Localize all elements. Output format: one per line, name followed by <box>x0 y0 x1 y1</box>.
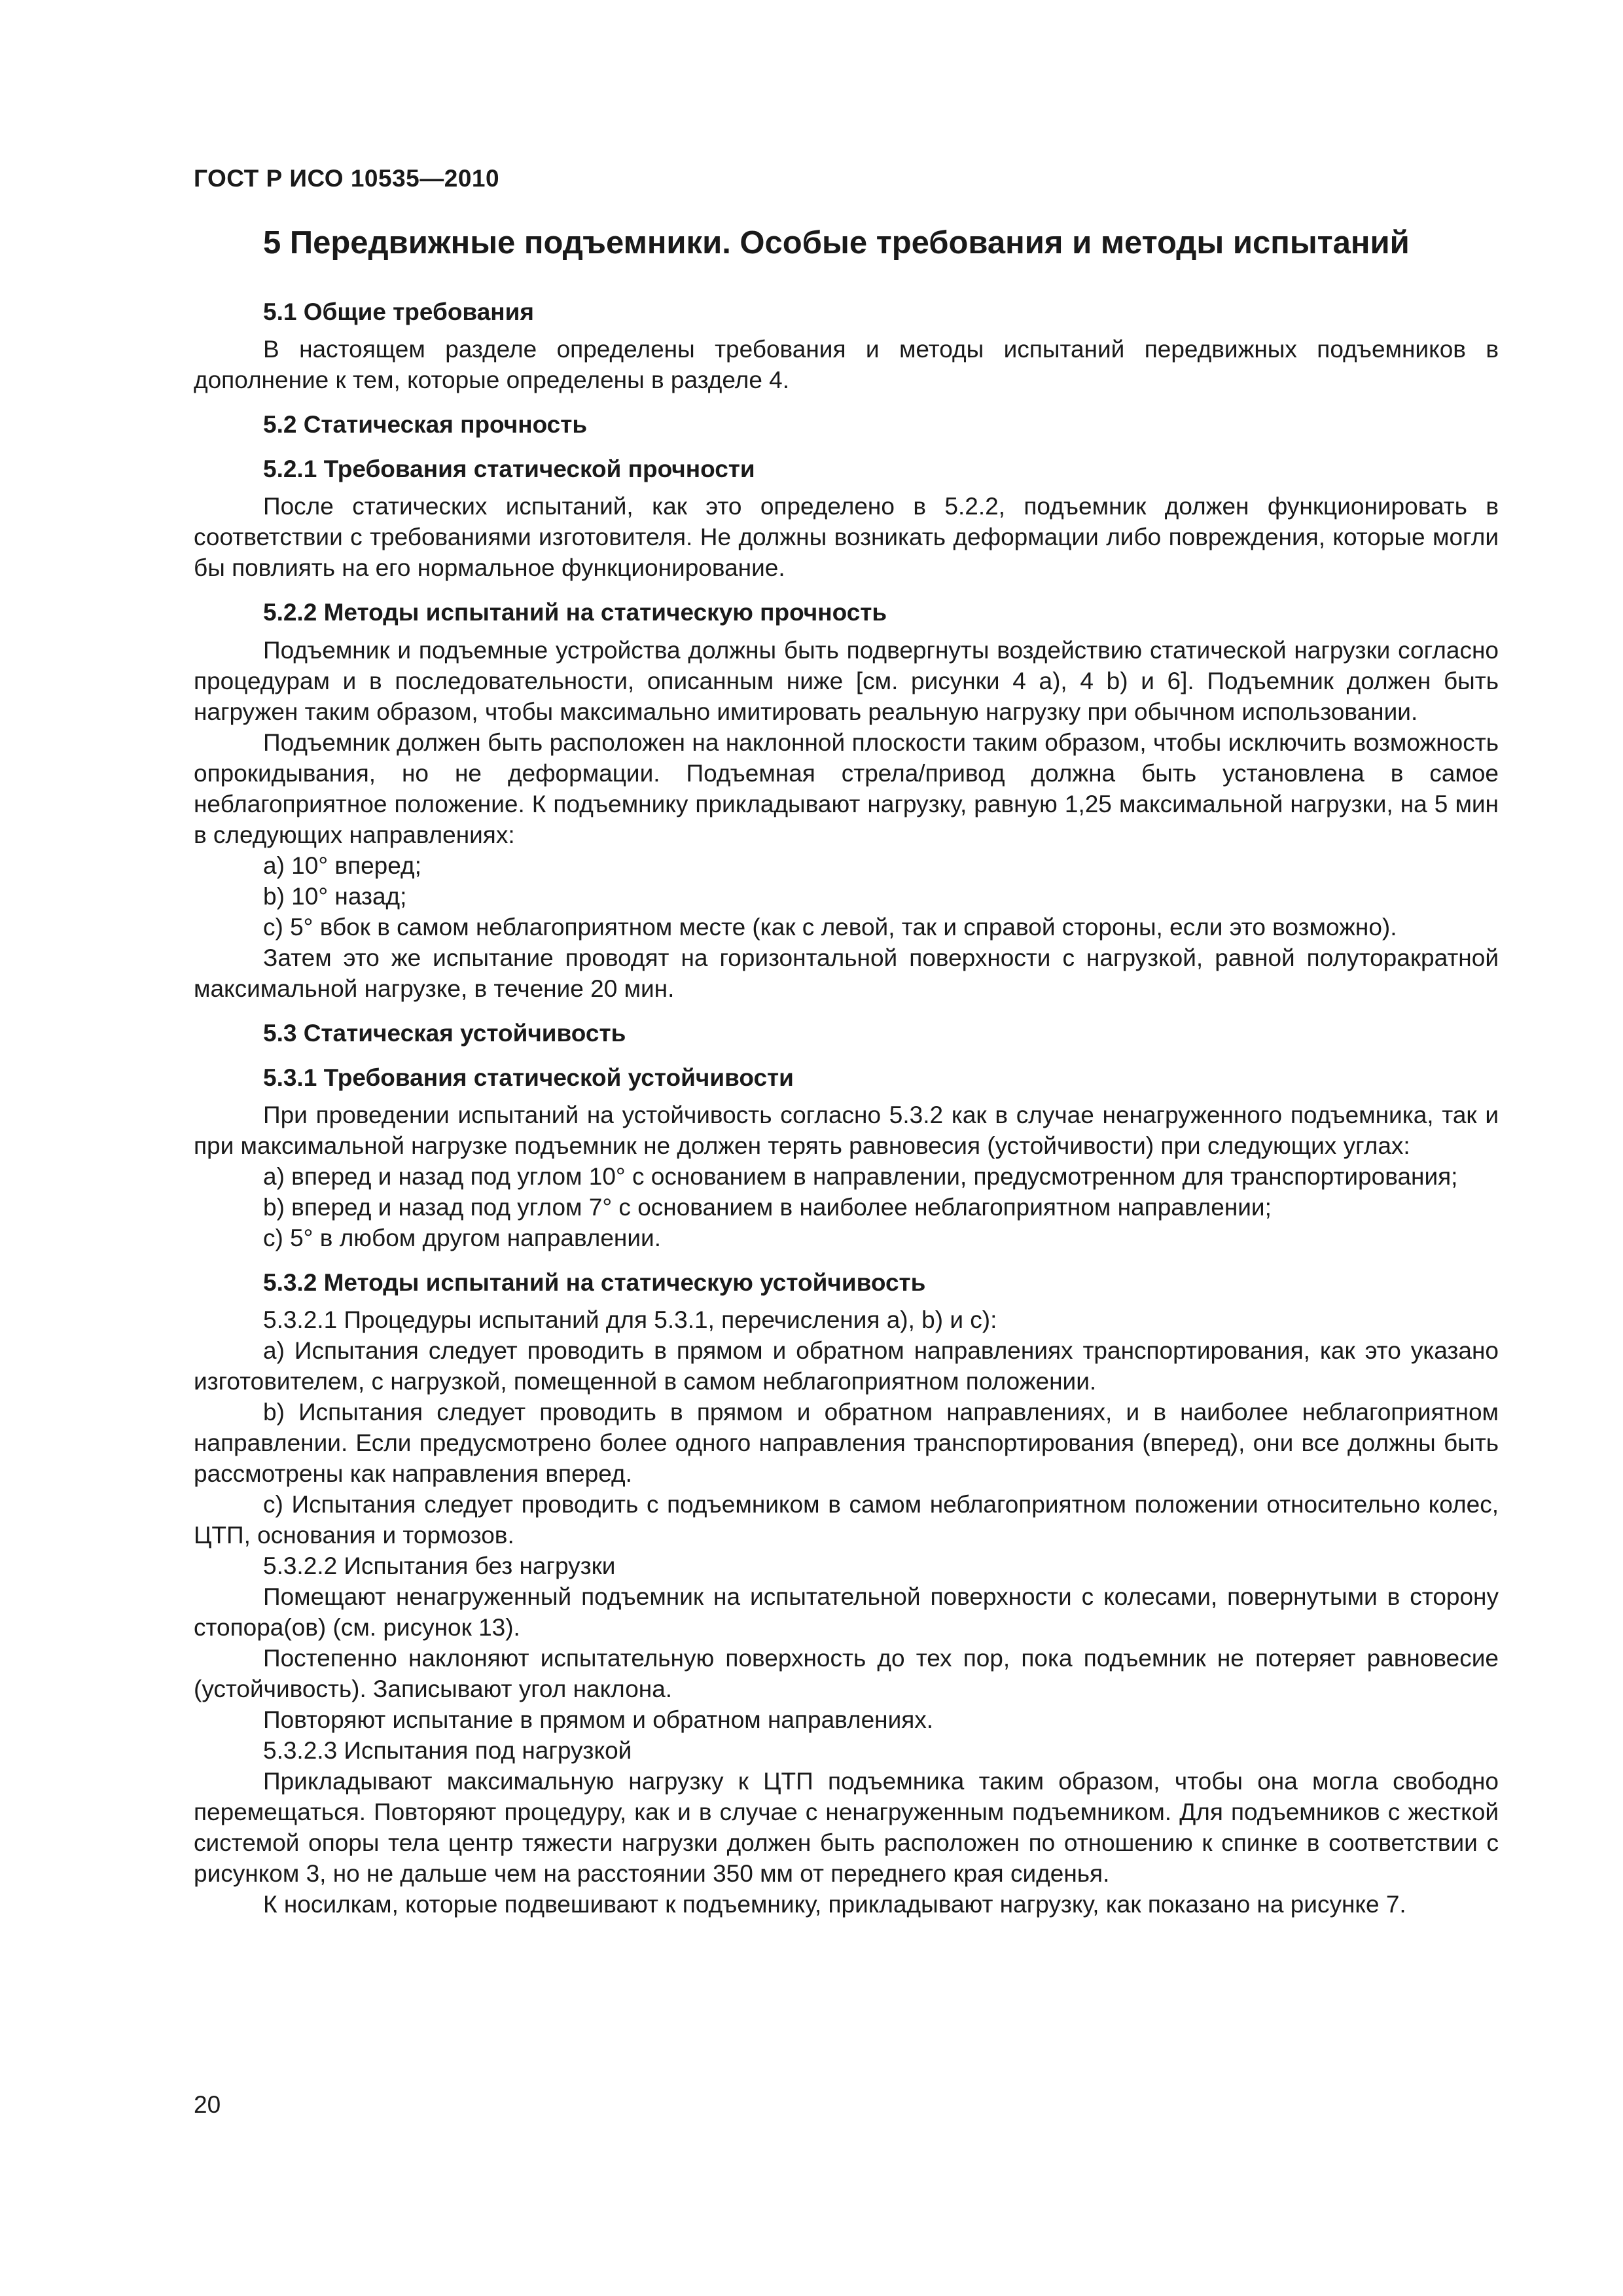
heading-5-1: 5.1 Общие требования <box>263 298 534 325</box>
section-title: 5 Передвижные подъемники. Особые требования и методы испытаний <box>263 225 1410 260</box>
heading-5-2-1: 5.2.1 Требования статической прочности <box>263 456 755 483</box>
stability-item-b: b) вперед и назад под углом 7° с основанием в наиболее неблагоприятном направлении; <box>263 1194 1272 1221</box>
heading-5-3-1: 5.3.1 Требования статической устойчивости <box>263 1064 794 1091</box>
no-load-paragraph-3: Повторяют испытание в прямом и обратном направлениях. <box>263 1706 934 1734</box>
heading-5-2-2: 5.2.2 Методы испытаний на статическую прочность <box>263 599 887 626</box>
heading-5-2: 5.2 Статическая прочность <box>263 410 588 438</box>
heading-5-3-2: 5.3.2 Методы испытаний на статическую устойчивость <box>263 1269 926 1297</box>
list-item-b: b) 10° назад; <box>263 882 407 910</box>
test-item-b: b) Испытания следует проводить в прямом и обратном направлениях, и в наиболее неблагоприятном направлении. Если предусмотрено более одного направления транспортирования (вперед), они все должны быть рассмотрены как направления вперед. <box>194 1399 1499 1488</box>
test-item-a: a) Испытания следует проводить в прямом и обратном направлениях транспортирования, как это указано изготовителем, с нагрузкой, помещенной в самом неблагоприятном положении. <box>194 1337 1499 1395</box>
stability-item-a: a) вперед и назад под углом 10° с основанием в направлении, предусмотренном для транспортирования; <box>263 1163 1458 1191</box>
list-item-a: a) 10° вперед; <box>263 852 421 879</box>
paragraph-5-3-1: При проведении испытаний на устойчивость согласно 5.3.2 как в случае ненагруженного подъемника, так и при максимальной нагрузке подъемник не должен терять равновесия (устойчивости) при следующих углах: <box>194 1102 1499 1160</box>
page-number: 20 <box>194 2091 221 2118</box>
no-load-paragraph-1: Помещают ненагруженный подъемник на испытательной поверхности с колесами, повернутыми в сторону стопора(ов) (см. рисунок 13). <box>194 1583 1499 1641</box>
paragraph-5-2-2-b: Подъемник должен быть расположен на наклонной плоскости таким образом, чтобы исключить возможность опрокидывания, но не деформации. Подъемная стрела/привод должна быть установлена в самое неблагоприятное положение. К подъемнику прикладывают нагрузку, равную 1,25 максимальной нагрузки, на 5 мин в следующих направлениях: <box>194 728 1499 848</box>
paragraph-5-3-2-2: 5.3.2.2 Испытания без нагрузки <box>263 1552 616 1580</box>
test-item-c: c) Испытания следует проводить с подъемником в самом неблагоприятном положении относительно колес, ЦТП, основания и тормозов. <box>194 1491 1499 1549</box>
document-id: ГОСТ Р ИСО 10535—2010 <box>194 165 500 192</box>
stability-item-c: c) 5° в любом другом направлении. <box>263 1225 661 1252</box>
list-item-c: c) 5° вбок в самом неблагоприятном месте (как с левой, так и справой стороны, если это возможно). <box>263 913 1397 941</box>
paragraph-5-2-2-c: Затем это же испытание проводят на горизонтальной поверхности с нагрузкой, равной полуторакратной максимальной нагрузке, в течение 20 мин. <box>194 944 1499 1002</box>
paragraph-5-3-2-3: 5.3.2.3 Испытания под нагрузкой <box>263 1737 632 1765</box>
document-body <box>194 223 1499 1920</box>
no-load-paragraph-2: Постепенно наклоняют испытательную поверхность до тех пор, пока подъемник не потеряет равновесие (устойчивость). Записывают угол наклона. <box>194 1645 1499 1703</box>
load-paragraph-2: К носилкам, которые подвешивают к подъемнику, прикладывают нагрузку, как показано на рисунке 7. <box>263 1891 1406 1918</box>
heading-5-3: 5.3 Статическая устойчивость <box>263 1019 626 1047</box>
load-paragraph-1: Прикладывают максимальную нагрузку к ЦТП подъемника таким образом, чтобы она могла свободно перемещаться. Повторяют процедуру, как и в случае с ненагруженным подъемником. Для подъемников с жесткой системой опоры тела центр тяжести нагрузки должен быть расположен по отношению к спинке в соответствии с рисунком 3, но не дальше чем на расстоянии 350 мм от переднего края сиденья. <box>194 1768 1499 1888</box>
paragraph-5-2-1: После статических испытаний, как это определено в 5.2.2, подъемник должен функционировать в соответствии с требованиями изготовителя. Не должны возникать деформации либо повреждения, которые могли бы повлиять на его нормальное функционирование. <box>194 493 1499 582</box>
paragraph-5-3-2-1: 5.3.2.1 Процедуры испытаний для 5.3.1, перечисления а), b) и с): <box>263 1306 997 1334</box>
paragraph-5-1: В настоящем разделе определены требования и методы испытаний передвижных подъемников в дополнение к тем, которые определены в разделе 4. <box>194 335 1499 393</box>
paragraph-5-2-2-a: Подъемник и подъемные устройства должны быть подвергнуты воздействию статической нагрузки согласно процедурам и в последовательности, описанным ниже [см. рисунки 4 а), 4 b) и 6]. Подъемник должен быть нагружен таким образом, чтобы максимально имитировать реальную нагрузку при обычном использовании. <box>194 636 1499 725</box>
